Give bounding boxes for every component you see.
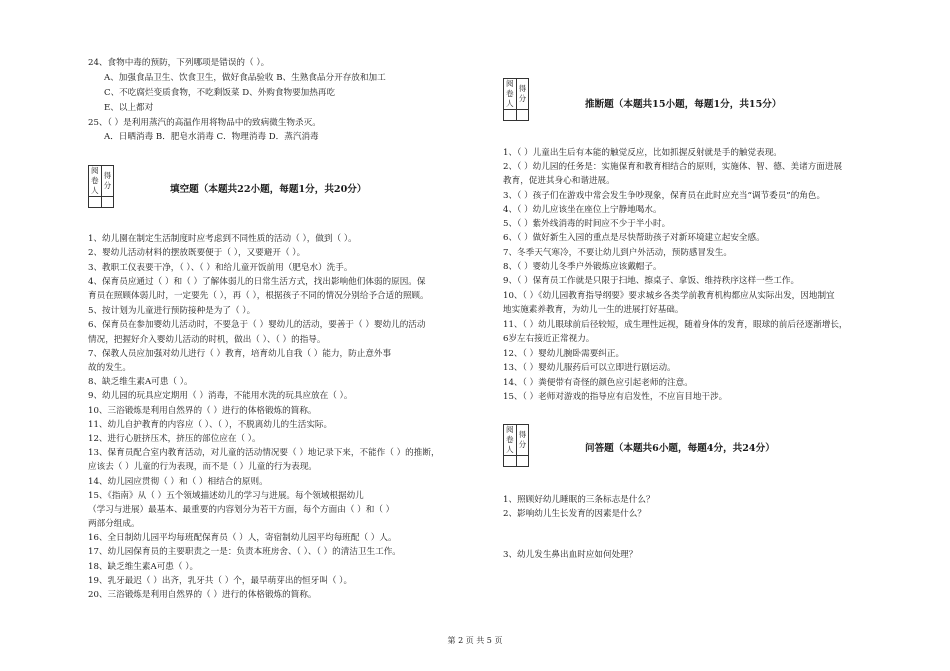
judge-line: 5、（ ）紫外线消毒的时间应不少于半小时。 — [503, 219, 671, 229]
grader-label: 阅卷人 — [89, 166, 102, 197]
grader-cell — [504, 110, 517, 121]
fill-line: 20、三浴锻炼是利用自然界的（ ）进行的体格锻炼的简称。 — [88, 590, 317, 600]
qa-score-box — [503, 424, 529, 467]
score-cell — [101, 197, 114, 208]
question-24-options-cd: C、不吃腐烂变质食物，不吃剩饭菜 D、外购食物要加热再吃 — [104, 88, 336, 98]
qa-line: 3、幼儿发生鼻出血时应如何处理？ — [503, 550, 638, 560]
fill-line: 12、进行心脏挤压术，挤压的部位应在（ ）。 — [88, 434, 261, 444]
grader-cell — [504, 456, 517, 467]
fill-line: 13、保育员配合室内教育活动，对儿童的活动情况要（ ）地记录下来，不能作（ ）的推断， — [88, 448, 440, 458]
fill-line: 故的发生。 — [88, 363, 131, 373]
fill-line: 11、幼儿自护教育的内容应（ ）、（ ），不脱离幼儿的生活实际。 — [88, 420, 333, 430]
fill-line: 两部分组成。 — [88, 519, 140, 529]
judge-line: 教育，促进其身心和谐进展。 — [503, 176, 615, 186]
fill-line: 14、幼儿园应贯彻（ ）和（ ）相结合的原则。 — [88, 477, 268, 487]
judge-line: 8、（ ）婴幼儿冬季户外锻炼应该戴帽子。 — [503, 262, 662, 272]
fill-line: 17、幼儿园保育员的主要职责之一是：负责本班房舍、（ ）、（ ）的清洁卫生工作。 — [88, 547, 401, 557]
judge-line: 6岁左右接近正常视力。 — [503, 334, 595, 344]
judge-line: 9、（ ）保育员工作就是只限于扫地、擦桌子、拿饭、维持秩序这样一些工作。 — [503, 276, 800, 286]
grader-cell — [89, 197, 102, 208]
qa-line: 1、照顾好幼儿睡眠的三条标志是什么？ — [503, 495, 655, 505]
fill-line: 16、全日制幼儿园平均每班配保育员（ ）人，寄宿制幼儿园平均每班配（ ）人。 — [88, 533, 397, 543]
score-label: 得分 — [101, 166, 114, 197]
qa-line: 2、影响幼儿生长发育的因素是什么？ — [503, 509, 646, 519]
judge-line: 6、（ ）做好新生入园的重点是尽快帮助孩子对新环境建立起安全感。 — [503, 233, 765, 243]
fill-line: 5、按计划为儿童进行预防接种是为了（ ）。 — [88, 306, 256, 316]
judge-line: 15、（ ）老师对游戏的指导应有启发性，不应盲目地干涉。 — [503, 392, 728, 402]
question-25: 25、（ ）是利用蒸汽的高温作用将物品中的致病微生物杀灭。 — [88, 118, 321, 128]
judge-line: 地实施素养教育，为幼儿一生的进展打好基础。 — [503, 305, 684, 315]
fill-line: 情况，把握好介入婴幼儿活动的时机，做出（ ）、（ ）的指导。 — [88, 335, 326, 345]
judge-section-title: 推断题（本题共15小题，每题1分，共15分） — [585, 99, 782, 110]
fill-line: 9、幼儿园的玩具应定期用（ ）消毒，不能用水洗的玩具应放在（ ）。 — [88, 391, 353, 401]
question-24: 24、食物中毒的预防，下列哪项是错误的（ ）。 — [88, 58, 270, 68]
score-label: 得分 — [516, 79, 529, 110]
judge-line: 11、（ ）幼儿眼球前后径较短，成生理性远视，随着身体的发育，眼球的前后径逐渐增长， — [503, 320, 848, 330]
judge-line: 3、（ ）孩子们在游戏中常会发生争吵现象，保育员在此时应充当“调节委员”的角色。 — [503, 191, 826, 201]
judge-line: 7、冬季天气寒冷，不要让幼儿到户外活动，预防感冒发生。 — [503, 248, 732, 258]
fill-line: 3、教职工仪表要干净，（ ）、（ ）和给儿童开饭前用（肥皂水）洗手。 — [88, 263, 353, 273]
judge-line: 10、（ ）《幼儿园教育指导纲要》要求城乡各类学前教育机构都应从实际出发，因地制宜 — [503, 291, 835, 301]
fill-score-box — [88, 165, 114, 208]
fill-line: 8、缺乏维生素A可患（ ）。 — [88, 377, 193, 387]
judge-line: 4、（ ）幼儿应该坐在座位上宁静地喝水。 — [503, 205, 662, 215]
fill-line: 2、婴幼儿活动材料的摆放既要便于（ ），又要避开（ ）。 — [88, 248, 306, 258]
fill-line: 1、幼儿園在制定生活制度时应考虑到不同性质的活动（ ），做到（ ）。 — [88, 234, 357, 244]
qa-section-title: 问答题（本题共6小题，每题4分，共24分） — [585, 443, 775, 454]
page-footer: 第 2 页 共 5 页 — [447, 636, 503, 645]
grader-label: 阅卷人 — [504, 79, 517, 110]
judge-line: 13、（ ）婴幼儿服药后可以立即进行剧运动。 — [503, 363, 676, 373]
fill-line: 育员在照顾体弱儿时，一定要先（ ），再（ ），根据孩子不同的情况分别给予合适的照顾。 — [88, 291, 429, 301]
fill-line: 应该去（ ）儿童的行为表现，而不是（ ）儿童的行为表现。 — [88, 462, 317, 472]
score-label: 得分 — [516, 425, 529, 456]
question-24-option-e: E、以上都对 — [104, 103, 154, 113]
grader-label: 阅卷人 — [504, 425, 517, 456]
question-24-options-ab: A、加强食品卫生、饮食卫生，做好食品验收 B、生熟食品分开存放和加工 — [104, 73, 386, 83]
fill-line: 4、保育员应通过（ ）和（ ）了解体弱儿的日常生活方式，找出影响他们体弱的原因。保 — [88, 277, 426, 287]
fill-line: 15、《指南》从（ ）五个领域描述幼儿的学习与进展。每个领域根据幼儿 — [88, 491, 364, 501]
judge-line: 12、（ ）婴幼儿腕卧需要纠正。 — [503, 349, 625, 359]
fill-line: 19、乳牙最迟（ ）出齐，乳牙共（ ）个，最早萌芽出的恒牙叫（ ）。 — [88, 576, 353, 586]
question-25-options: A．日晒消毒 B．肥皂水消毒 C．物理消毒 D．蒸汽消毒 — [104, 132, 319, 142]
judge-score-box — [503, 78, 529, 121]
fill-line: 6、保育员在参加婴幼儿活动时，不要急于（ ）婴幼儿的活动，要善于（ ）婴幼儿的活动 — [88, 320, 426, 330]
fill-line: 7、保教人员应加强对幼儿进行（ ）教育，培育幼儿自我（ ）能力，防止意外事 — [88, 349, 392, 359]
score-cell — [516, 110, 529, 121]
fill-line: 18、缺乏维生素A可患（ ）。 — [88, 562, 199, 572]
fill-line: （学习与进展）最基本、最重要的内容划分为若干方面，每个方面由（ ）和（ ） — [88, 505, 395, 515]
score-cell — [516, 456, 529, 467]
judge-line: 14、（ ）粪便带有奇怪的颜色应引起老师的注意。 — [503, 378, 693, 388]
fill-line: 10、三浴锻炼是利用自然界的（ ）进行的体格锻炼的简称。 — [88, 406, 317, 416]
fill-section-title: 填空题（本题共22小题，每题1分，共20分） — [170, 184, 367, 195]
judge-line: 1、（ ）儿童出生后有本能的触觉反应，比如抓握反射就是手的触觉表现。 — [503, 148, 782, 158]
judge-line: 2、（ ）幼儿园的任务是：实施保育和教育相结合的原则，实施体、智、德、美诸方面进展 — [503, 162, 843, 172]
